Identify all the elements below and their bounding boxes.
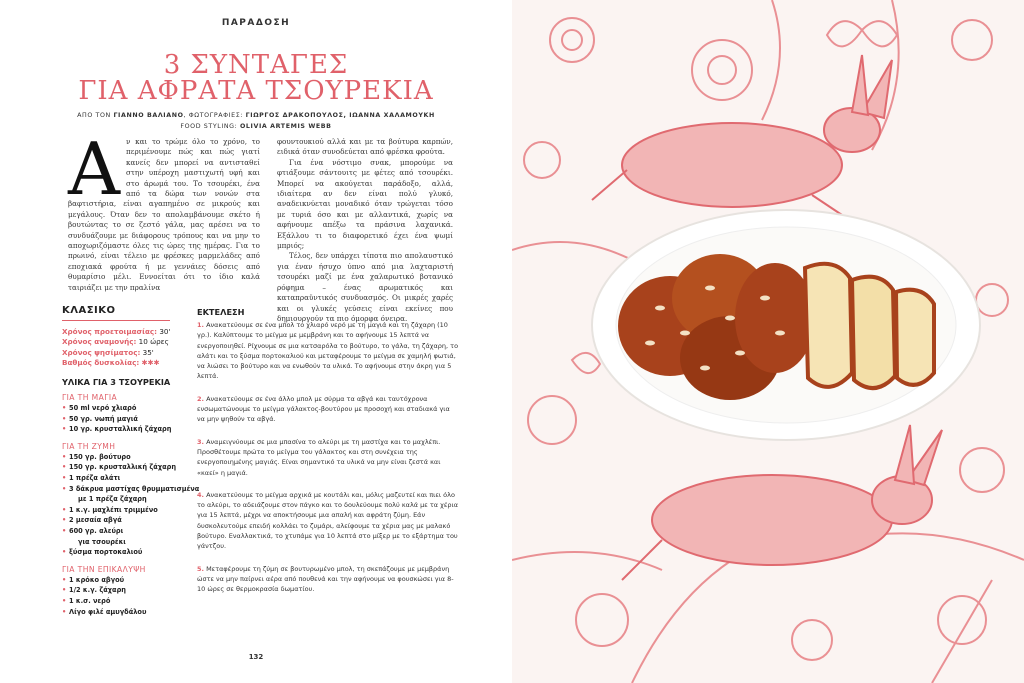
flower-icon [692, 40, 752, 100]
recipe-name: ΚΛΑΣΙΚΟ [62, 305, 116, 316]
ingredient-group-title: ΓΙΑ ΤΗΝ ΕΠΙΚΑΛΥΨΗ [62, 564, 146, 574]
intro-column-2 [277, 137, 453, 324]
time-row: Χρόνος προετοιμασίας: 30' [62, 327, 171, 336]
ingredient-group-title: ΓΙΑ ΤΗ ΖΥΜΗ [62, 441, 116, 451]
ingredient-item: • 3 δάκρυα μαστίχας θρυμματισμένα [62, 484, 202, 495]
ingredient-item: με 1 πρέζα ζάχαρη [78, 495, 147, 504]
ingredient-item: • 150 γρ. βούτυρο [62, 452, 202, 463]
ingredients-list [62, 389, 202, 617]
ingredient-item: • 10 γρ. κρυσταλλική ζάχαρη [62, 424, 202, 435]
butterfly-icon [862, 21, 897, 46]
byline-author: ΓΙΑΝΝΟ ΒΑΛΙΑΝΟ [113, 112, 184, 119]
rabbit-top-icon [592, 55, 892, 215]
intro-paragraph: φουντουκιού αλλά και με τα βούτυρα καρπών, ειδικά όταν συνοδεύεται από φρέσκα φρούτα. [277, 137, 453, 157]
method-step: 5. Μεταφέρουμε τη ζύμη σε βουτυρωμένο μπολ, τη σκεπάζουμε με μεμβράνη ώστε να μην παίρνει αέρα από πουθενά και την αφήνουμε να φουσκώσει για 8-10 ώρες σε θερμοκρασία δωματίου. [197, 564, 454, 594]
ingredients-title: ΥΛΙΚΑ ΓΙΑ 3 ΤΣΟΥΡΕΚΙΑ [62, 377, 171, 387]
page-title [0, 52, 512, 104]
ingredient-item: • Λίγο φιλέ αμυγδάλου [62, 607, 202, 618]
flower-icon [524, 142, 560, 178]
intro-paragraph: Για ένα νόστιμο σνακ, μπορούμε να φτιάξουμε σάντουιτς με φέτες από τσουρέκι. Μπορεί να ακούγεται παράδοξο, αλλά, ιδιαίτερα αν δεν είναι πολύ γλυκό, αναδεικνύεται μοναδικό όταν τρώγεται τόσο με τυριά όσο και με αλλαντικά, χωρίς να αφήνουμε απέξω τα πράσινα λαχανικά. Εξάλλου τι το διαφορετικό έχει ένα ψωμί μπριός; [277, 157, 453, 251]
time-row: Χρόνος ψησίματος: 35' [62, 347, 154, 357]
ingredient-item: • 50 γρ. νωπή μαγιά [62, 414, 202, 425]
byline-stylist: OLIVIA ARTEMIS WEBB [239, 123, 332, 130]
ingredient-item: • 50 ml νερό χλιαρό [62, 403, 202, 414]
method-title: ΕΚΤΕΛΕΣΗ [197, 307, 245, 317]
intro-paragraph: Τέλος, δεν υπάρχει τίποτα πιο απολαυστικό για έναν ήσυχο ύπνο από μια λαχταριστή τσουρέκι μαζί με ένα χαλαρωτικό βοτανικό ρόφημα – ένας αρωματικός και καταπραϋντικός συνδυασμός. Οι μικρές χαρές και οι γλυκές γεύσεις είναι εκείνες που δημιουργούν τα πιο όμορφα όνειρα. [277, 251, 453, 323]
method-steps [197, 320, 459, 607]
ingredient-item: • 600 γρ. αλεύρι [62, 526, 202, 537]
flower-icon [960, 448, 1004, 492]
byline-styling-label: FOOD STYLING: [180, 123, 238, 130]
rabbit-bottom-icon [622, 425, 942, 580]
intro-text-1: ν και το τρώμε όλο το χρόνο, το περιμένουμε πώς και πώς γιατί κανείς δεν μπορεί να αντισταθεί στην υπέροχη μαστιχωτή υφή και στο άρωμά του. Το τσουρέκι, ένα από τα δώρα των νονών στα βαφτιστήρια, είναι αγαπημένο σε μικρούς και μεγάλους. Όταν δεν το απολαμβάνουμε σκέτο ή βουτώντας το σε ζεστό γάλα, μας αρέσει να το συνδυάζουμε με διάφορους τρόπους και να μην το αποχωριζόμαστε όλες τις ώρες της ημέρας. Για το πρωινό, είναι τέλειο με φρέσκες μαρμελάδες από εποχιακά φρούτα ή με γεννάιες δόσεις από θυμαρίσιο μέλι. Εννοείται ότι το ίδιο καλά ταιριάζει με την πραλίνα [68, 137, 260, 292]
ingredient-item: • ξύσμα πορτοκαλιού [62, 547, 202, 558]
flower-icon [792, 620, 832, 660]
method-step: 3. Αναμειγνύουμε σε μια μπασίνα το αλεύρι με τη μαστίχα και το μαχλέπι. Προσθέτουμε πρώτα το μείγμα του γάλακτος και στη συνέχεια της ενεργοποιημένης μαγιάς. Είναι σημαντικό τα υλικά να μην είναι ζεστά και «καεί» η μαγιά. [197, 437, 441, 477]
ingredient-item: • 1 κ.σ. νερό [62, 596, 202, 607]
recipe-divider [62, 320, 170, 321]
intro-column-1 [68, 127, 260, 293]
flower-icon [952, 20, 992, 60]
time-row: Βαθμός δυσκολίας: ✱✱✱ [62, 357, 160, 367]
flower-icon [528, 396, 576, 444]
ingredient-item: για τσουρέκι [78, 537, 126, 546]
section-label: ΠΑΡΑΔΟΣΗ [221, 18, 291, 28]
ingredient-item: • 1/2 κ.γ. ζάχαρη [62, 585, 202, 596]
tsoureki-plate-photo [590, 208, 982, 442]
ingredient-item: • 1 κρόκο αβγού [62, 575, 202, 586]
recipe-times [62, 327, 202, 368]
method-step: 4. Ανακατεύουμε το μείγμα αρχικά με κουτάλι και, μόλις μαζευτεί και πιει όλο το αλεύρι, το αδειάζουμε στον πάγκο και το δουλεύουμε πολύ καλά με τα χέρια για 15 λεπτά, μέχρι να αποκτήσουμε μια απαλή και αφράτη ζύμη. Εάν δυσκολευτούμε επειδή κολλάει το ζυμάρι, αλείφουμε τα χέρια μας με μαλακό βούτυρο. Εναλλακτικά, το χτυπάμε για 10 λεπτά στο μίξερ με το εξάρτημα του γάντζου. [197, 490, 459, 551]
method-step: 2. Ανακατεύουμε σε ένα άλλο μπολ με σύρμα τα αβγά και ταυτόχρονα ενσωματώνουμε το μείγμα γάλακτος-βουτύρου με προσοχή και σταδιακά για να μην ψηθούν τα αβγά. [197, 394, 450, 424]
title-line-1: 3 ΣΥΝΤΑΓΕΣ [163, 50, 349, 80]
method-step: 1. Ανακατεύουμε σε ένα μπολ το χλιαρό νερό με τη μαγιά και τη ζάχαρη (10 γρ.). Καλύπτουμε το μείγμα με μεμβράνη και το αφήνουμε 15 λεπτά να ενεργοποιηθεί. Ρίχνουμε σε μια κατσαρόλα το βούτυρο, το γάλα, τη ζάχαρη, το αλάτι και το ξύσμα πορτοκαλιού και μεταφέρουμε το μείγμα σε χαμηλή φωτιά, να λιώσει το βούτυρο και να ενωθούν τα υλικά. Το αφήνουμε στην άκρη για 5 λεπτά. [197, 321, 459, 381]
ingredient-item: • 2 μεσαία αβγά [62, 515, 202, 526]
flower-icon [576, 594, 628, 646]
ingredient-group-title: ΓΙΑ ΤΗ ΜΑΓΙΑ [62, 393, 118, 402]
byline-photographers: ΓΙΩΡΓΟΣ ΔΡΑΚΟΠΟΥΛΟΣ, ΙΩΑΝΝΑ ΧΑΛΑΜΟΥΚΗ [245, 112, 435, 119]
ingredient-item: • 1 πρέζα αλάτι [62, 473, 202, 484]
page-number: 132 [248, 653, 264, 661]
byline-photos-label: , ΦΩΤΟΓΡΑΦΙΕΣ: [183, 112, 244, 119]
ingredient-item: • 150 γρ. κρυσταλλική ζάχαρη [62, 462, 202, 473]
ingredient-item: • 1 κ.γ. μαχλέπι τριμμένο [62, 505, 202, 516]
title-line-2: ΓΙΑ ΑΦΡΑΤΑ ΤΣΟΥΡΕΚΙΑ [78, 76, 434, 106]
byline-prefix: ΑΠΟ ΤΟΝ [77, 112, 111, 119]
difficulty-stars: ✱✱✱ [141, 357, 160, 367]
flower-icon [550, 18, 594, 62]
drop-cap: Α [68, 127, 120, 211]
time-row: Χρόνος αναμονής: 10 ώρες [62, 337, 169, 347]
